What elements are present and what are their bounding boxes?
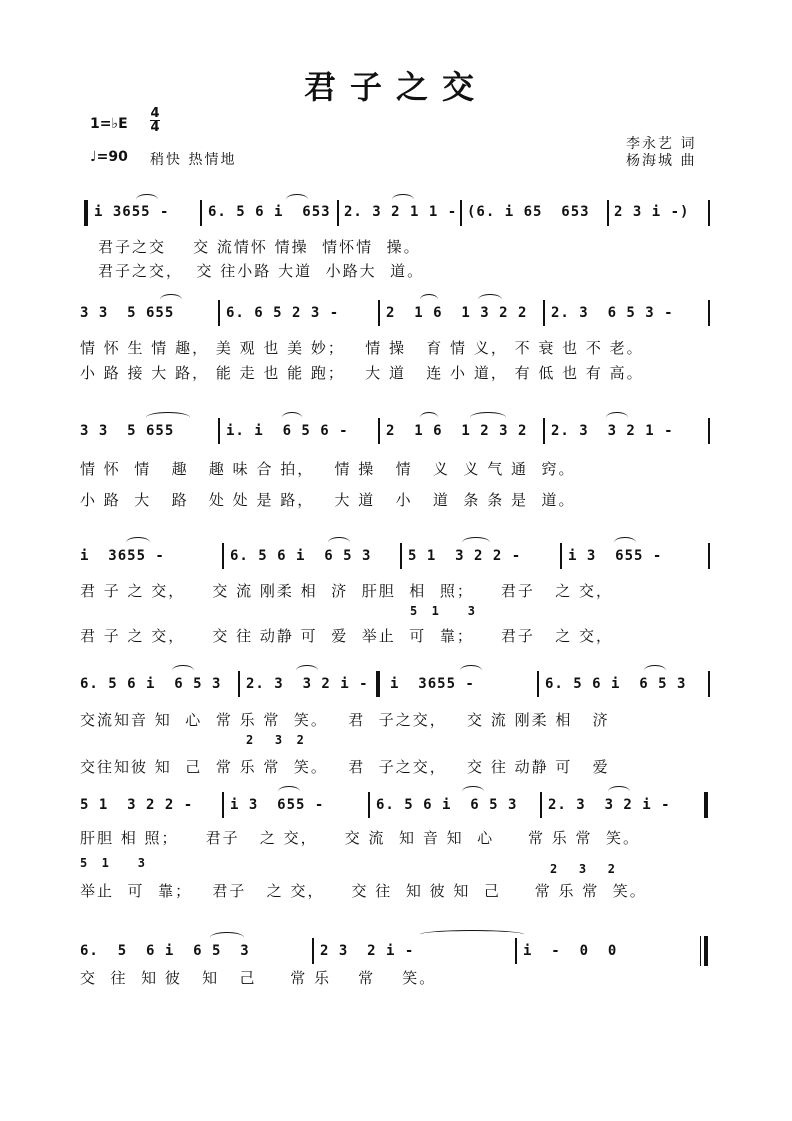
barline bbox=[607, 200, 609, 226]
barline bbox=[460, 200, 462, 226]
slur bbox=[328, 537, 350, 548]
measure-3-notes: 2. 3 2 1 1 - bbox=[344, 204, 458, 220]
slur bbox=[160, 294, 182, 305]
measure-notes: 6. 5 6 i 6 5 3 bbox=[545, 676, 687, 692]
barline bbox=[560, 543, 562, 569]
lyrics-verse-2: 君 子 之 交， 交 往 动静 可 爱 举止 可 靠； 君子 之 交， bbox=[80, 627, 613, 645]
tie bbox=[420, 930, 524, 939]
slur bbox=[462, 537, 490, 548]
barline bbox=[540, 792, 542, 818]
slur bbox=[136, 194, 158, 205]
barline bbox=[238, 671, 240, 697]
slur bbox=[392, 194, 414, 205]
measure-notes: 2. 3 3 2 i - bbox=[246, 676, 369, 692]
measure-notes: 2 1 6 1 2 3 2 bbox=[386, 423, 528, 439]
repeat-start-barline bbox=[84, 200, 88, 226]
barline bbox=[378, 300, 380, 326]
slur bbox=[126, 537, 150, 548]
measure-notes: 2 3 2 i - bbox=[320, 943, 415, 959]
measure-notes: i. i 6 5 6 - bbox=[226, 423, 349, 439]
slur bbox=[278, 786, 300, 797]
measure-notes: i 3 655 - bbox=[230, 797, 325, 813]
time-signature bbox=[150, 108, 160, 133]
measure-1-notes: i 3655 - bbox=[94, 204, 170, 220]
measure-notes: 2. 3 3 2 i - bbox=[548, 797, 671, 813]
barline bbox=[543, 418, 545, 444]
lyrics-verse-1: 交流知音 知 心 常 乐 常 笑。 君 子之交， 交 流 刚柔 相 济 bbox=[80, 711, 610, 729]
measure-notes: 5 1 3 2 2 - bbox=[80, 797, 194, 813]
barline bbox=[400, 543, 402, 569]
barline bbox=[222, 543, 224, 569]
barline bbox=[368, 792, 370, 818]
alternate-notes: 5 1 3 bbox=[80, 856, 146, 870]
repeat-end-barline bbox=[704, 792, 708, 818]
slur bbox=[478, 294, 502, 305]
tempo-marking: ♩=90 bbox=[90, 149, 128, 165]
measure-notes: 2. 3 3 2 1 - bbox=[551, 423, 674, 439]
lyrics-verse-2: 举止 可 靠； 君子 之 交， 交 往 知 彼 知 己 常 乐 常 笑。 bbox=[80, 882, 647, 900]
measure-notes: 3 3 5 655 bbox=[80, 423, 175, 439]
time-signature-numerator: 4 bbox=[150, 106, 160, 121]
barline bbox=[222, 792, 224, 818]
slur bbox=[462, 786, 484, 797]
measure-2-notes: 6. 5 6 i 653 bbox=[208, 204, 331, 220]
lyricist-credit: 李永艺 词 bbox=[626, 136, 697, 152]
measure-notes: i 3 655 - bbox=[568, 548, 663, 564]
lyrics-verse-2: 交往知彼 知 己 常 乐 常 笑。 君 子之交， 交 往 动静 可 爱 bbox=[80, 758, 610, 776]
measure-notes: 3 3 5 655 bbox=[80, 305, 175, 321]
measure-notes: 2 1 6 1 3 2 2 bbox=[386, 305, 528, 321]
measure-4-notes: (6. i 65 653 bbox=[467, 204, 590, 220]
lyrics-verse-2: 小 路 大 路 处 处 是 路， 大 道 小 道 条 条 是 道。 bbox=[80, 491, 576, 509]
slur bbox=[146, 412, 190, 423]
time-signature-denominator: 4 bbox=[150, 120, 160, 135]
slur bbox=[172, 665, 194, 676]
lyrics-verse-1: 君 子 之 交， 交 流 刚柔 相 济 肝胆 相 照； 君子 之 交， bbox=[80, 582, 613, 600]
barline bbox=[708, 543, 710, 569]
lyrics-verse-1: 情 怀 生 情 趣， 美 观 也 美 妙； 情 操 育 情 义， 不 衰 也 不 老。 bbox=[80, 339, 644, 357]
song-title: 君子之交 bbox=[303, 68, 488, 106]
slur bbox=[614, 537, 636, 548]
lyrics-verse-1: 交 往 知 彼 知 己 常 乐 常 笑。 bbox=[80, 969, 437, 987]
slur bbox=[282, 412, 302, 423]
measure-notes: 6. 5 6 i 6 5 3 bbox=[376, 797, 518, 813]
slur bbox=[420, 294, 438, 305]
barline bbox=[537, 671, 539, 697]
slur bbox=[470, 412, 506, 423]
measure-notes: 6. 5 6 i 6 5 3 bbox=[80, 676, 222, 692]
slur bbox=[210, 932, 244, 943]
alternate-notes: 2 3 2 bbox=[246, 733, 304, 747]
slur bbox=[606, 412, 628, 423]
measure-notes: i - 0 0 bbox=[523, 943, 618, 959]
lyrics-verse-1: 肝胆 相 照； 君子 之 交， 交 流 知 音 知 心 常 乐 常 笑。 bbox=[80, 829, 641, 847]
barline bbox=[708, 200, 710, 226]
alternate-notes: 2 3 2 bbox=[550, 862, 616, 876]
measure-notes: 2. 3 6 5 3 - bbox=[551, 305, 674, 321]
alternate-notes: 5 1 3 bbox=[410, 604, 476, 618]
measure-notes: i 3655 - bbox=[80, 548, 165, 564]
barline bbox=[218, 418, 220, 444]
barline bbox=[708, 418, 710, 444]
lyrics-verse-1: 情 怀 情 趣 趣 味 合 拍， 情 操 情 义 义 气 通 窍。 bbox=[80, 460, 576, 478]
lyrics-verse-1: 君子之交 交 流情怀 情操 情怀情 操。 bbox=[98, 238, 421, 256]
measure-notes: 6. 5 6 i 6 5 3 bbox=[230, 548, 372, 564]
barline bbox=[312, 938, 314, 964]
barline bbox=[708, 300, 710, 326]
measure-notes: i 3655 - bbox=[390, 676, 475, 692]
barline bbox=[543, 300, 545, 326]
slur bbox=[608, 786, 630, 797]
lyrics-verse-2: 小 路 接 大 路， 能 走 也 能 跑； 大 道 连 小 道， 有 低 也 有 高。 bbox=[80, 364, 644, 382]
measure-notes: 6. 6 5 2 3 - bbox=[226, 305, 340, 321]
composer-credit: 杨海城 曲 bbox=[626, 153, 697, 169]
measure-notes: 5 1 3 2 2 - bbox=[408, 548, 522, 564]
slur bbox=[460, 665, 482, 676]
measure-5-notes: 2 3 i -) bbox=[614, 204, 690, 220]
barline bbox=[218, 300, 220, 326]
final-barline-thin bbox=[700, 936, 701, 966]
slur bbox=[420, 412, 438, 423]
barline bbox=[337, 200, 339, 226]
repeat-start-barline bbox=[376, 671, 380, 697]
final-barline-thick bbox=[704, 936, 708, 966]
expression-marking: 稍快 热情地 bbox=[150, 152, 237, 168]
lyrics-verse-2: 君子之交， 交 往小路 大道 小路大 道。 bbox=[98, 262, 425, 280]
barline bbox=[378, 418, 380, 444]
barline bbox=[200, 200, 202, 226]
slur bbox=[644, 665, 666, 676]
barline bbox=[708, 671, 710, 697]
measure-notes: 6. 5 6 i 6 5 3 bbox=[80, 943, 250, 959]
slur bbox=[286, 194, 308, 205]
key-signature: 1=♭E bbox=[90, 116, 128, 132]
barline bbox=[515, 938, 517, 964]
slur bbox=[296, 665, 318, 676]
